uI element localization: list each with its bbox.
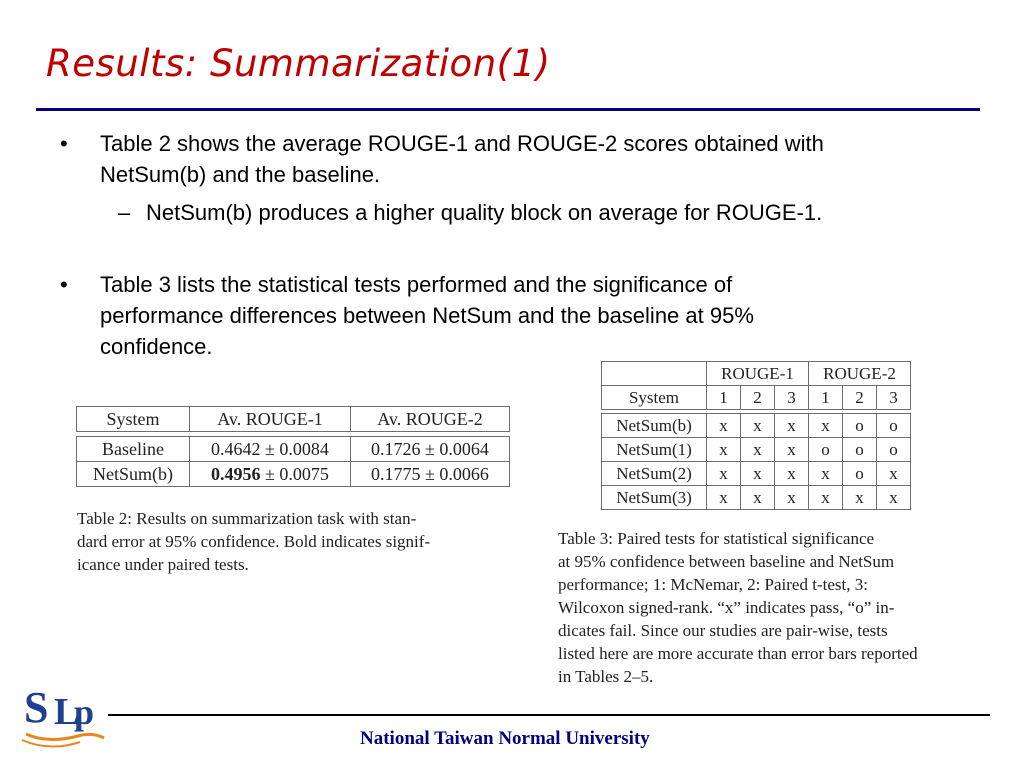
slp-logo-icon [18, 674, 108, 754]
caption-line: dicates fail. Since our studies are pair-wise, tests [558, 621, 888, 640]
title-divider [36, 108, 980, 111]
table-row [77, 437, 510, 462]
table-cell: x [707, 414, 741, 438]
table-cell: x [707, 486, 741, 510]
caption-line: Table 3: Paired tests for statistical significance [558, 529, 875, 548]
table-header-cell: Av. ROUGE-2 [351, 407, 510, 432]
bold-value: 0.4956 [211, 463, 261, 484]
table-header-cell: 1 [809, 386, 843, 410]
sub-bullet-dash: – [118, 200, 131, 225]
bullet-2-line-1: Table 3 lists the statistical tests performed and the significance of [100, 272, 733, 297]
table-cell: 0.1775 ± 0.0066 [351, 462, 510, 487]
svg-text:p: p [74, 692, 95, 732]
caption-line: Wilcoxon signed-rank. “x” indicates pass, “o” in- [558, 598, 895, 617]
table-cell: o [843, 414, 877, 438]
caption-line: in Tables 2–5. [558, 667, 654, 686]
table-cell: o [809, 438, 843, 462]
table-cell: x [707, 462, 741, 486]
table-2 [76, 406, 510, 487]
caption-line: listed here are more accurate than error bars reported [558, 644, 918, 663]
footer-institution: National Taiwan Normal University [360, 728, 650, 749]
table-cell: x [741, 462, 775, 486]
table-header-cell [602, 362, 707, 386]
table-cell [190, 462, 351, 487]
table-cell: o [843, 462, 877, 486]
table-header-cell: ROUGE-2 [809, 362, 911, 386]
footer-divider [108, 714, 990, 716]
table-header-cell: 1 [707, 386, 741, 410]
table-cell: o [877, 414, 911, 438]
caption-line: dard error at 95% confidence. Bold indicates signif- [77, 532, 431, 551]
table-cell: x [775, 462, 809, 486]
table-cell: x [809, 462, 843, 486]
table-header-cell: Av. ROUGE-1 [190, 407, 351, 432]
table-cell: x [741, 486, 775, 510]
table-row [602, 438, 911, 462]
slide-title: Results: Summarization(1) [46, 42, 551, 85]
table-header-cell: 3 [775, 386, 809, 410]
table-header-cell: 3 [877, 386, 911, 410]
table-cell: x [707, 438, 741, 462]
svg-text:L: L [54, 691, 80, 733]
caption-line: performance; 1: McNemar, 2: Paired t-test, 3: [558, 575, 868, 594]
table-row [77, 462, 510, 487]
table-cell: 0.4642 ± 0.0084 [190, 437, 351, 462]
table-cell: NetSum(b) [602, 414, 707, 438]
caption-line: at 95% confidence between baseline and NetSum [558, 552, 895, 571]
table-cell: NetSum(2) [602, 462, 707, 486]
table-cell: NetSum(1) [602, 438, 707, 462]
error-value: ± 0.0075 [265, 463, 329, 484]
table-cell: x [775, 414, 809, 438]
table-cell: x [775, 486, 809, 510]
table-cell: x [809, 414, 843, 438]
table-header-row [77, 407, 510, 432]
table-cell: NetSum(3) [602, 486, 707, 510]
table-header-cell: System [602, 386, 707, 410]
table-header-cell: 2 [843, 386, 877, 410]
table-cell: x [843, 486, 877, 510]
table-row [602, 486, 911, 510]
table-3 [601, 361, 911, 510]
caption-line: Table 2: Results on summarization task with stan- [77, 509, 417, 528]
table-header-cell: System [77, 407, 190, 432]
table-cell: x [877, 486, 911, 510]
table-cell: o [877, 438, 911, 462]
table-cell: x [809, 486, 843, 510]
sub-bullet-1: NetSum(b) produces a higher quality block on average for ROUGE-1. [146, 200, 823, 225]
table-subheader-row [602, 386, 911, 410]
table-2-caption [77, 507, 499, 576]
table-cell: Baseline [77, 437, 190, 462]
table-cell: x [877, 462, 911, 486]
table-header-row [602, 362, 911, 386]
table-cell: NetSum(b) [77, 462, 190, 487]
bullet-dot: • [60, 272, 68, 297]
table-row [602, 462, 911, 486]
table-header-cell: 2 [741, 386, 775, 410]
table-cell: 0.1726 ± 0.0064 [351, 437, 510, 462]
bullet-1-line-1: Table 2 shows the average ROUGE-1 and ROUGE-2 scores obtained with [100, 131, 824, 156]
bullet-2-line-2: performance differences between NetSum and the baseline at 95% [100, 303, 754, 328]
table-cell: x [775, 438, 809, 462]
table-row [602, 414, 911, 438]
bullet-dot: • [60, 131, 68, 156]
table-3-caption [558, 527, 954, 688]
table-cell: x [741, 414, 775, 438]
svg-text:S: S [24, 683, 49, 732]
table-header-cell: ROUGE-1 [707, 362, 809, 386]
bullet-1-line-2: NetSum(b) and the baseline. [100, 162, 381, 187]
caption-line: icance under paired tests. [77, 555, 249, 574]
table-cell: o [843, 438, 877, 462]
bullet-2-line-3: confidence. [100, 334, 213, 359]
table-cell: x [741, 438, 775, 462]
